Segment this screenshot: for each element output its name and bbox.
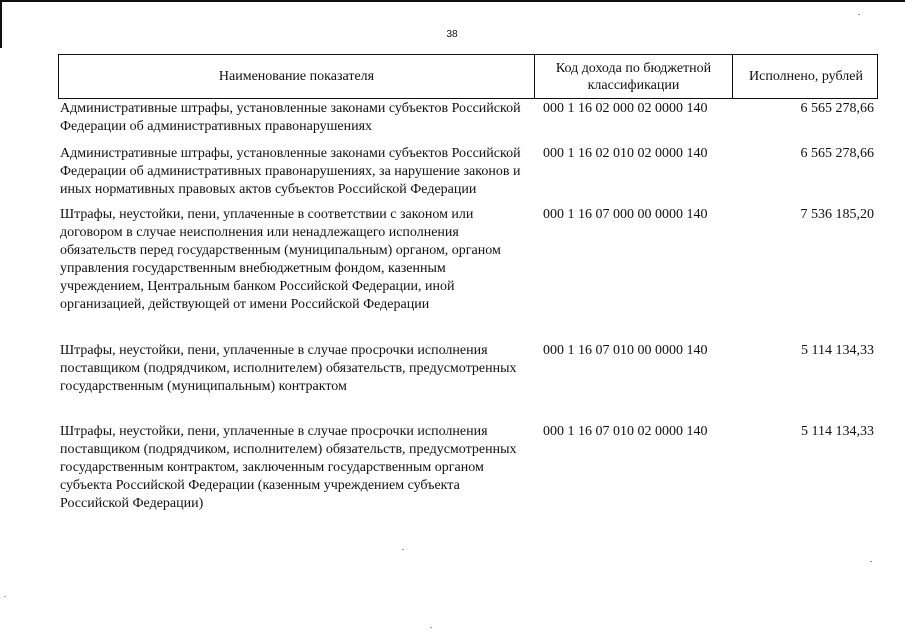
- scan-speck: [430, 627, 432, 628]
- table-row: [58, 342, 878, 396]
- row-code: 000 1 16 07 000 00 0000 140: [543, 207, 708, 222]
- scan-speck: [402, 549, 404, 550]
- table-row: [58, 145, 878, 199]
- header-name: Наименование показателя: [218, 69, 375, 84]
- row-amount: 6 565 278,66: [800, 146, 874, 161]
- row-amount: 5 114 134,33: [801, 343, 874, 358]
- revenue-table: [58, 54, 878, 513]
- header-amount: Исполнено, рублей: [732, 55, 879, 98]
- row-amount: 5 114 134,33: [801, 424, 874, 439]
- table-row: [58, 206, 878, 314]
- row-name: Административные штрафы, установленные законами субъектов Российской Федерации об административных правонарушениях: [60, 101, 521, 134]
- row-code: 000 1 16 07 010 00 0000 140: [543, 343, 708, 358]
- row-amount: 7 536 185,20: [800, 207, 874, 222]
- table-row: [58, 100, 878, 136]
- table-row: [58, 423, 878, 513]
- row-amount: 6 565 278,66: [800, 101, 874, 116]
- scan-speck: [4, 596, 6, 597]
- row-code: 000 1 16 02 000 02 0000 140: [543, 101, 708, 116]
- row-code: 000 1 16 02 010 02 0000 140: [543, 146, 708, 161]
- header-code: Код дохода по бюджетной классификации: [534, 55, 732, 98]
- row-name: Административные штрафы, установленные законами субъектов Российской Федерации об административных правонарушениях, за нарушение законов и иных нормативных правовых актов субъектов Российской Федерации: [60, 146, 521, 197]
- page-number: 38: [446, 29, 458, 40]
- left-border-line: [0, 0, 2, 48]
- scan-speck: [870, 561, 872, 562]
- row-name: Штрафы, неустойки, пени, уплаченные в случае просрочки исполнения поставщиком (подрядчиком, исполнителем) обязательств, предусмотренных государственным контрактом, заключенным государственным органом субъекта Российской Федерации (казенным учреждением субъекта Российской Федерации): [60, 424, 517, 511]
- table-header: [58, 54, 878, 99]
- row-name: Штрафы, неустойки, пени, уплаченные в случае просрочки исполнения поставщиком (подрядчиком, исполнителем) обязательств, предусмотренных государственным (муниципальным) контрактом: [60, 343, 517, 394]
- scan-speck: [858, 14, 860, 15]
- row-code: 000 1 16 07 010 02 0000 140: [543, 424, 708, 439]
- top-border-line: [0, 0, 905, 2]
- row-name: Штрафы, неустойки, пени, уплаченные в соответствии с законом или договором в случае неисполнения или ненадлежащего исполнения обязательств перед государственным (муниципальным) органом, органом управления государственным внебюджетным фондом, казенным учреждением, Центральным банком Российской Федерации, иной организацией, действующей от имени Российской Федерации: [60, 207, 501, 312]
